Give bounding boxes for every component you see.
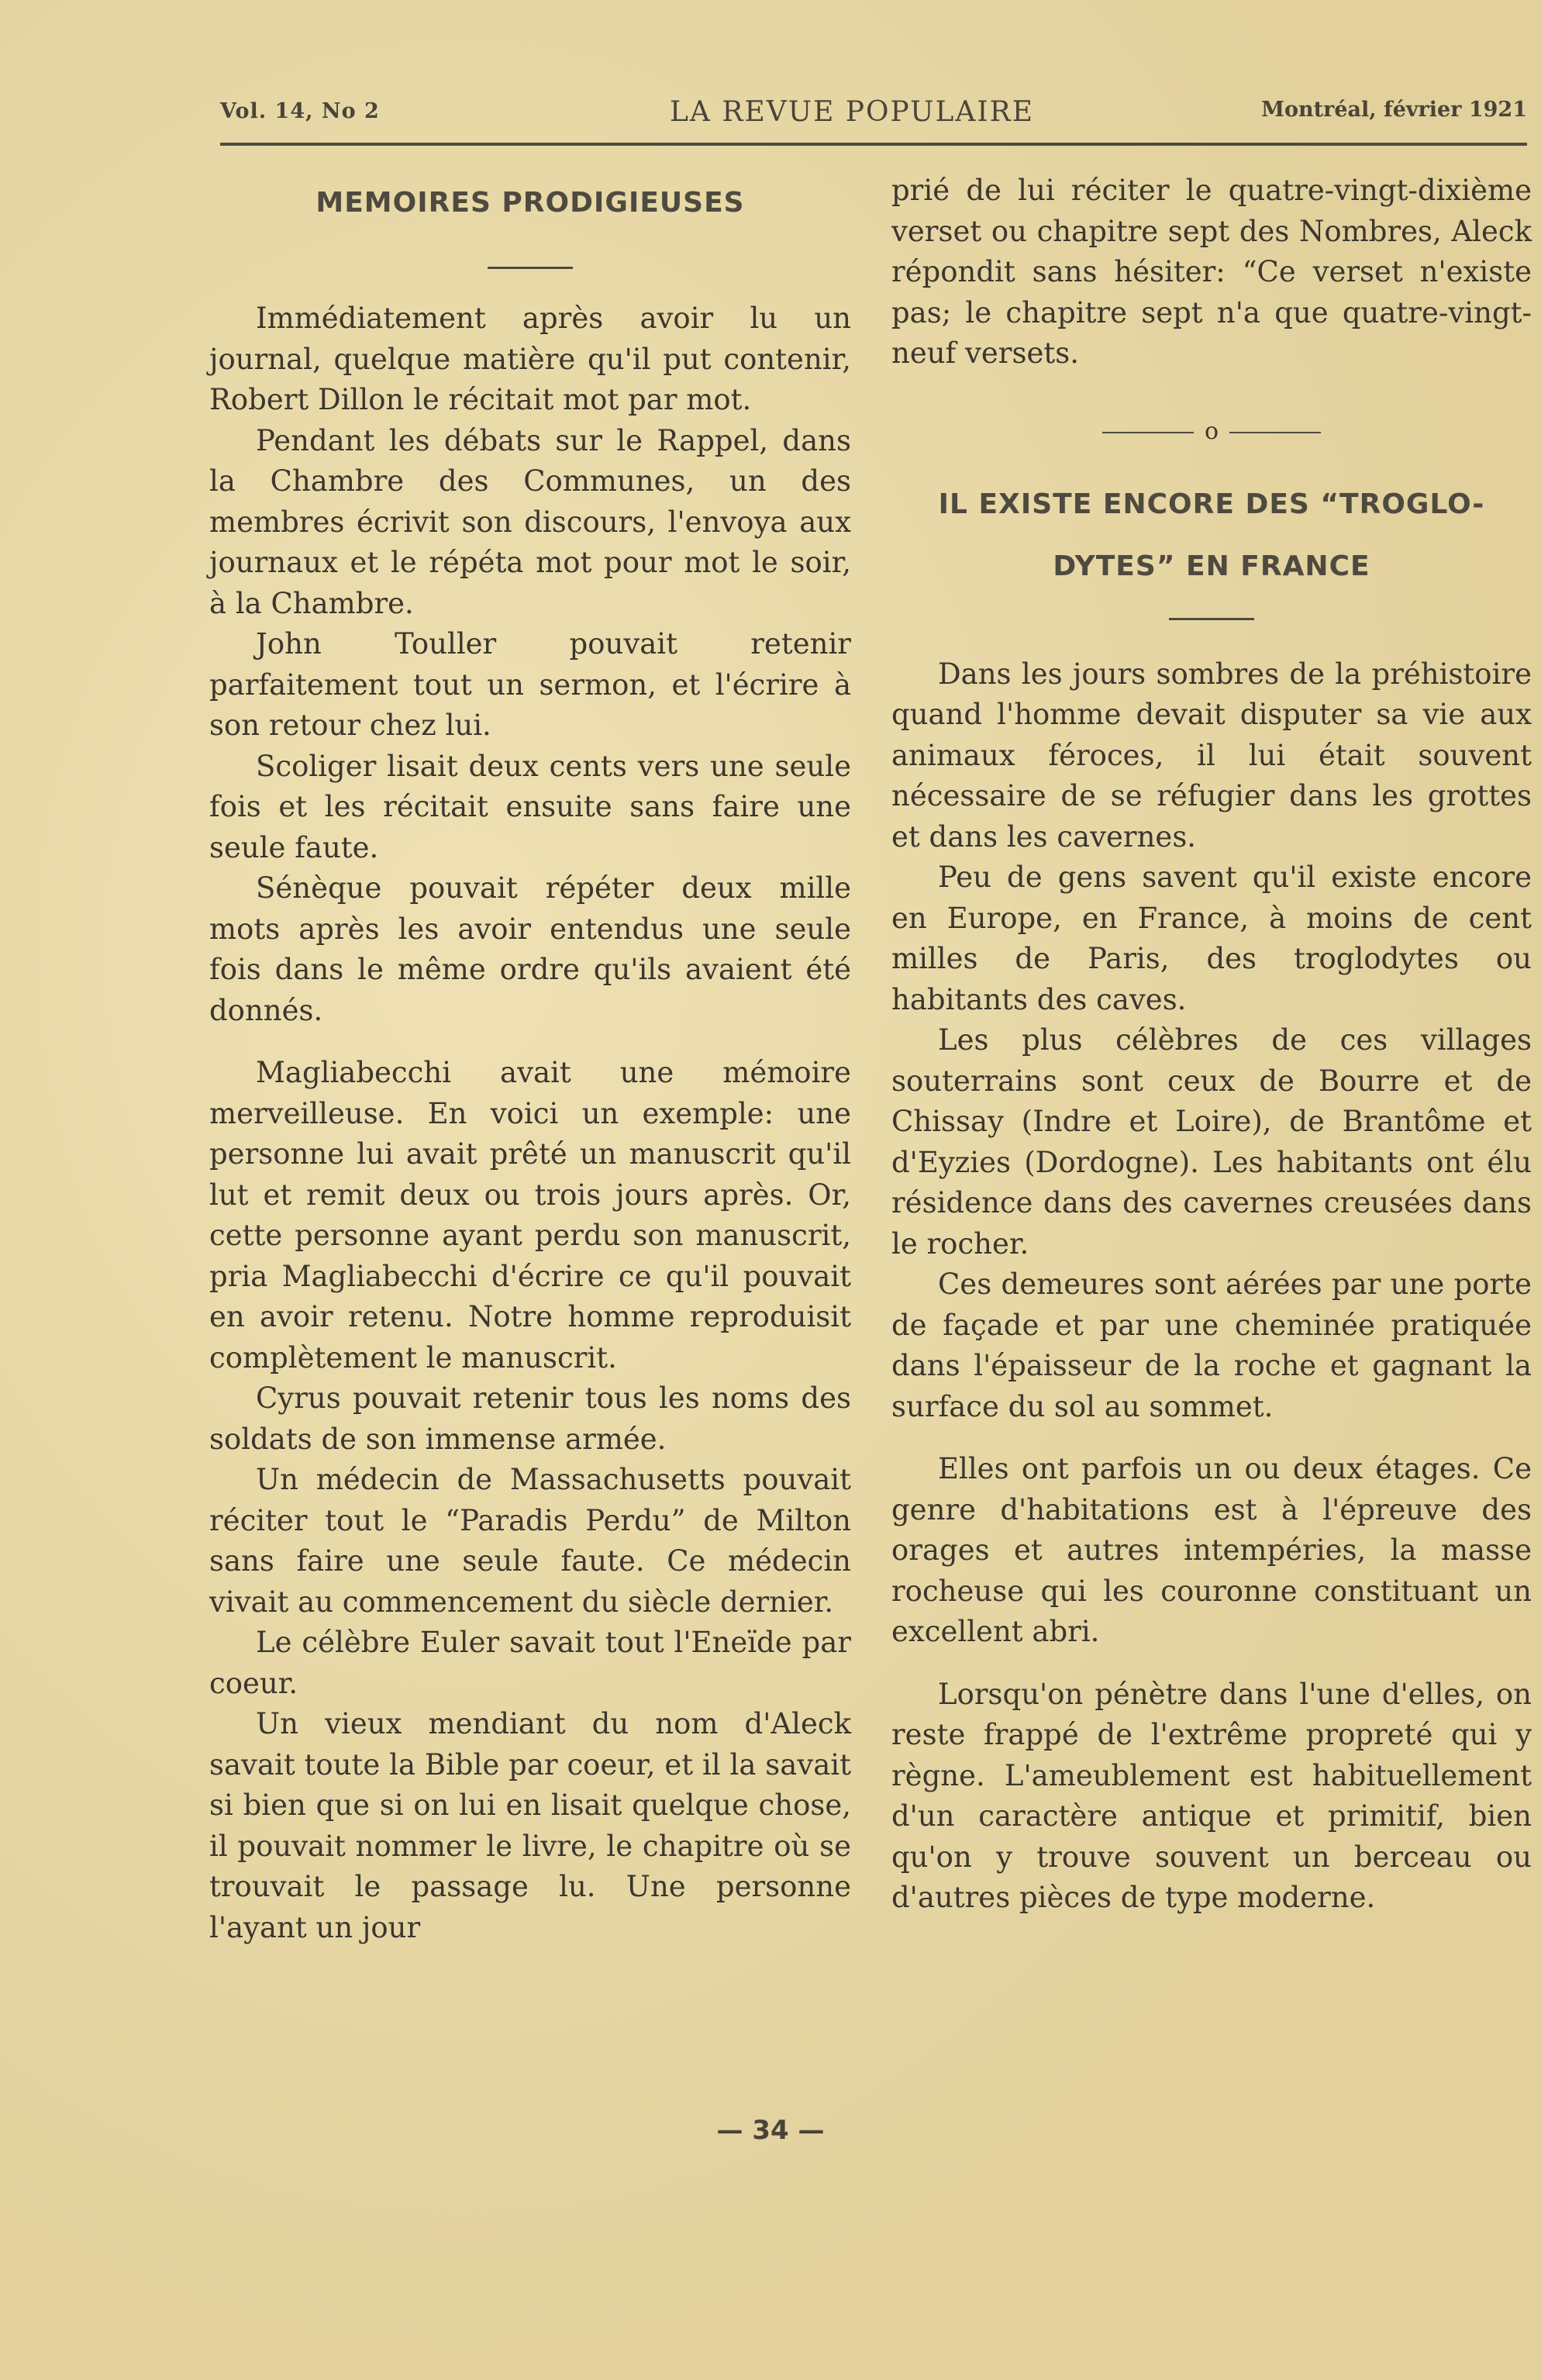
paragraph: Le célèbre Euler savait tout l'Eneïde par coeur. (209, 1626, 851, 1700)
article-title-memoires: MEMOIRES PRODIGIEUSES (315, 187, 745, 219)
left-column (209, 171, 851, 1948)
article-title-troglodytes-line2: DYTES” EN FRANCE (1053, 550, 1370, 582)
article-title-troglodytes-line1: IL EXISTE ENCORE DES “TROGLO- (938, 488, 1485, 520)
paragraph: Scoliger lisait deux cents vers une seule fois et les récitait ensuite sans faire une seule faute. (209, 749, 851, 864)
paragraph: Magliabecchi avait une mémoire merveilleuse. En voici un exemple: une personne lui avait prêté un manuscrit qu'il lut et remit deux ou trois jours après. Or, cette personne ayant perdu son manuscrit, pria Magliabecchi d'écrire ce qu'il pouvait en avoir retenu. Notre homme reproduisit complètement le manuscrit. (209, 1056, 851, 1375)
volume-number: Vol. 14, No 2 (220, 99, 380, 123)
paragraph: Sénèque pouvait répéter deux mille mots après les avoir entendus une seule fois dans le même ordre qu'ils avaient été donnés. (209, 871, 851, 1027)
paragraph: Lorsqu'on pénètre dans l'une d'elles, on reste frappé de l'extrême propreté qui y règne. L'ameublement est habituellement d'un caractère antique et primitif, bien qu'on y trouve souvent un berceau ou d'autres pièces de type moderne. (891, 1677, 1532, 1914)
section-separator (891, 412, 1532, 452)
page-number: — 34 — (716, 2115, 825, 2146)
paragraph: Pendant les débats sur le Rappel, dans la Chambre des Communes, un des membres écrivit son discours, l'envoya aux journaux et le répéta mot pour mot le soir, à la Chambre. (209, 423, 851, 620)
paragraph: Un vieux mendiant du nom d'Aleck savait toute la Bible par coeur, et il la savait si bien que si on lui en lisait quelque chose, il pouvait nommer le livre, le chapitre où se trouvait le passage lu. Une personne l'ayant un jour (209, 1707, 851, 1944)
separator-mark: o (1204, 417, 1219, 445)
issue-dateline: Montréal, février 1921 (1261, 98, 1527, 122)
paragraph: Un médecin de Massachusetts pouvait réciter tout le “Paradis Perdu” de Milton sans faire une seule faute. Ce médecin vivait au commencement du siècle dernier. (209, 1463, 851, 1619)
paragraph: Ces demeures sont aérées par une porte de façade et par une cheminée pratiquée dans l'épaisseur de la roche et gagnant la surface du sol au sommet. (891, 1268, 1532, 1423)
page-header (220, 91, 1527, 138)
paragraph: Dans les jours sombres de la préhistoire quand l'homme devait disputer sa vie aux animaux féroces, il lui était souvent nécessaire de se réfugier dans les grottes et dans les cavernes. (891, 657, 1532, 854)
paragraph: Les plus célèbres de ces villages souterrains sont ceux de Bourre et de Chissay (Indre et Loire), de Brantôme et d'Eyzies (Dordogne). Les habitants ont élu résidence dans des cavernes creusées dans le rocher. (891, 1023, 1532, 1261)
header-rule (220, 143, 1527, 146)
paragraph: Immédiatement après avoir lu un journal, quelque matière qu'il put contenir, Robert Dillon le récitait mot par mot. (209, 302, 851, 416)
publication-title: LA REVUE POPULAIRE (670, 96, 1034, 128)
paragraph: Peu de gens savent qu'il existe encore en Europe, en France, à moins de cent milles de Paris, des troglodytes ou habitants des caves. (891, 861, 1532, 1016)
paragraph: John Touller pouvait retenir parfaitement tout un sermon, et l'écrire à son retour chez lui. (209, 627, 851, 742)
paragraph: Cyrus pouvait retenir tous les noms des soldats de son immense armée. (209, 1381, 851, 1456)
paragraph: Elles ont parfois un ou deux étages. Ce genre d'habitations est à l'épreuve des orages et autres intempéries, la masse rocheuse qui les couronne constituant un excellent abri. (891, 1452, 1532, 1648)
paragraph-continued: prié de lui réciter le quatre-vingt-dixième verset ou chapitre sept des Nombres, Aleck répondit sans hésiter: “Ce verset n'existe pas; le chapitre sept n'a que quatre-vingt-neuf versets. (891, 174, 1532, 370)
right-column (891, 171, 1532, 1919)
